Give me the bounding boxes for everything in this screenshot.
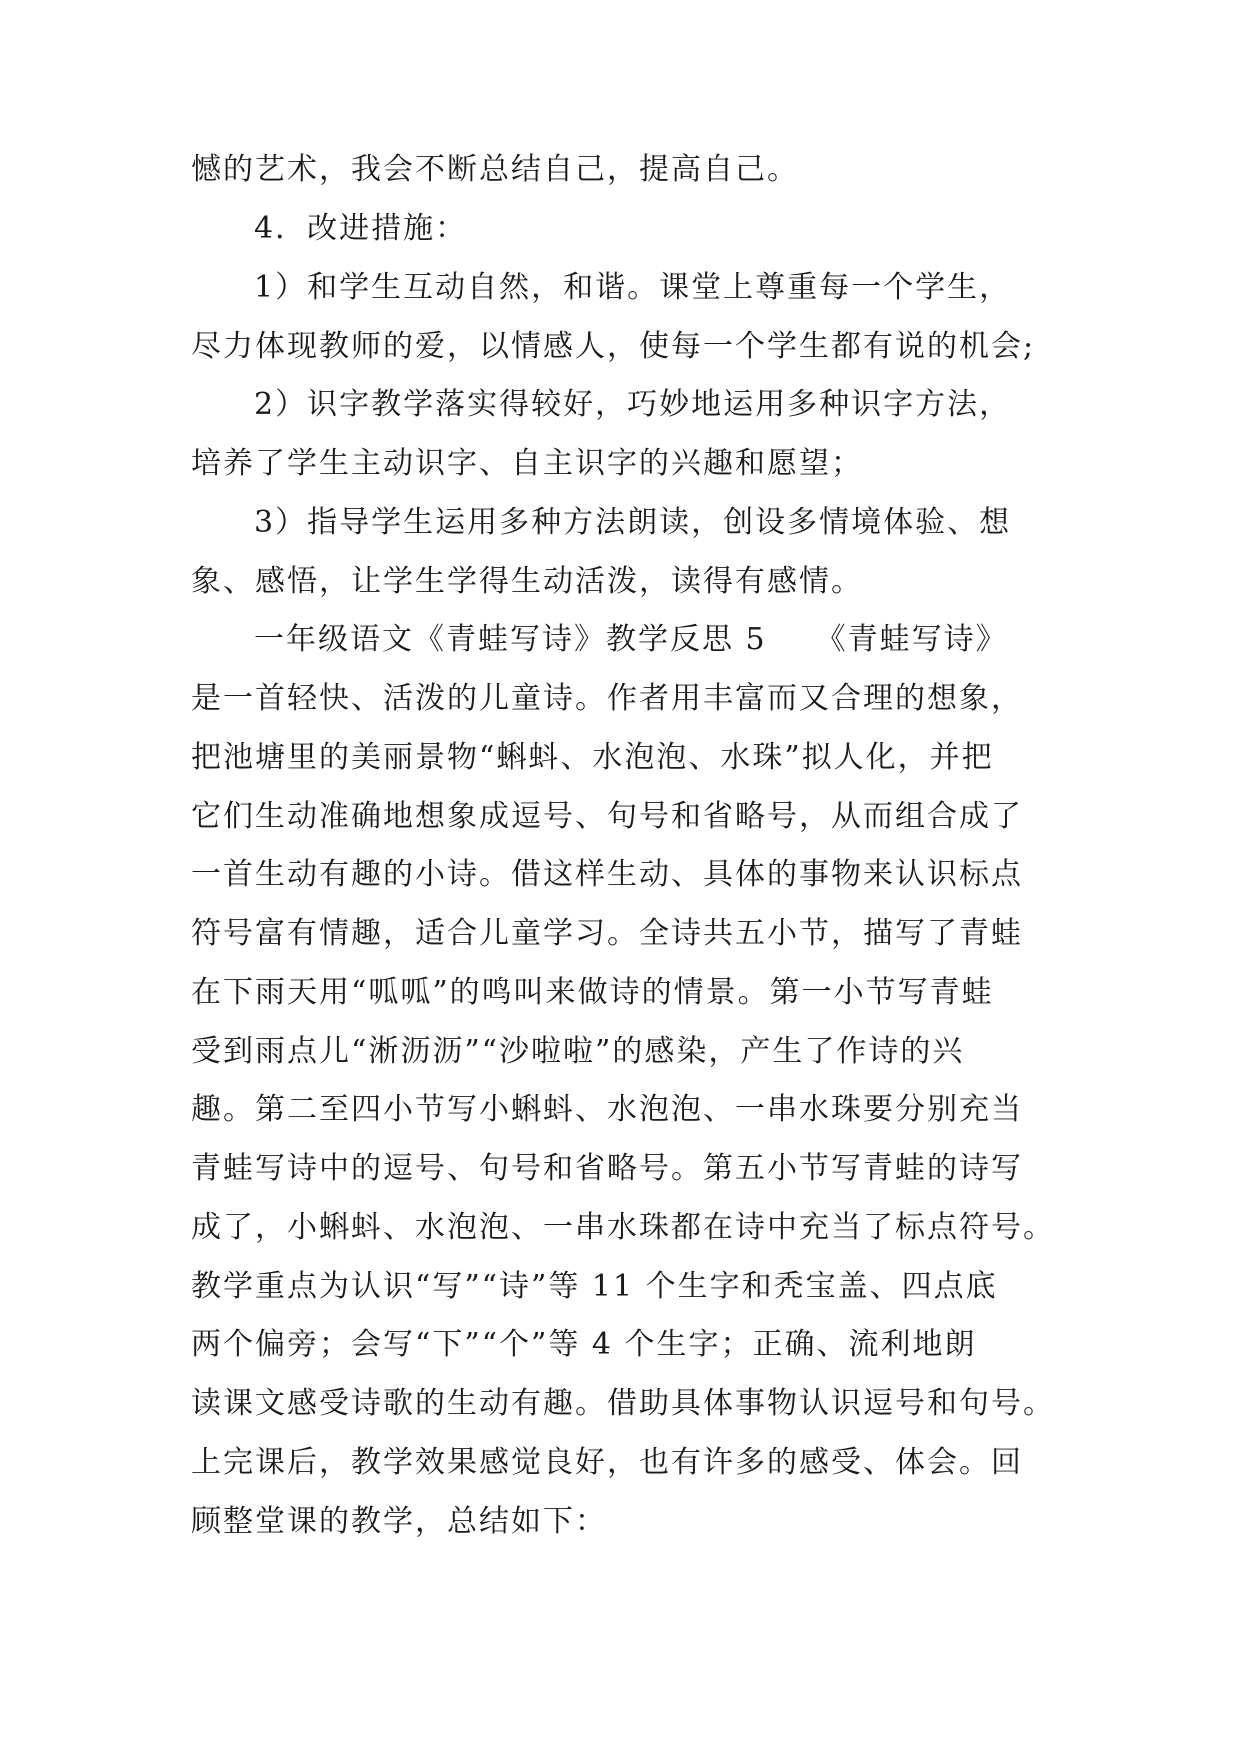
text-line: 上完课后，教学效果感觉良好，也有许多的感受、体会。回	[191, 1445, 1023, 1480]
text-line: 尽力体现教师的爱，以情感人，使每一个学生都有说的机会;	[191, 329, 1036, 364]
text-line: 憾的艺术，我会不断总结自己，提高自己。	[191, 152, 799, 187]
text-line: 两个偏旁；会写“下”“个”等 4 个生字；正确、流利地朗	[191, 1327, 977, 1362]
list-item: 1）和学生互动自然，和谐。课堂上尊重每一个学生，	[254, 270, 1012, 305]
text-line: 读课文感受诗歌的生动有趣。借助具体事物认识逗号和句号。	[191, 1386, 1055, 1421]
text-line: 受到雨点儿“淅沥沥”“沙啦啦”的感染，产生了作诗的兴	[191, 1034, 965, 1069]
text-line: 把池塘里的美丽景物“蝌蚪、水泡泡、水珠”拟人化，并把	[191, 740, 994, 775]
list-item: 2）识字教学落实得较好，巧妙地运用多种识字方法，	[254, 387, 1012, 422]
text-line: 顾整堂课的教学，总结如下：	[191, 1504, 607, 1539]
text-line: 成了，小蝌蚪、水泡泡、一串水珠都在诗中充当了标点符号。	[191, 1210, 1055, 1245]
text-line: 青蛙写诗中的逗号、句号和省略号。第五小节写青蛙的诗写	[191, 1151, 1023, 1186]
text-line: 培养了学生主动识字、自主识字的兴趣和愿望；	[191, 446, 863, 481]
text-line: 一首生动有趣的小诗。借这样生动、具体的事物来认识标点	[191, 857, 1023, 892]
text-line: 在下雨天用“呱呱”的鸣叫来做诗的情景。第一小节写青蛙	[191, 975, 994, 1010]
text-line: 符号富有情趣，适合儿童学习。全诗共五小节，描写了青蛙	[191, 916, 1023, 951]
text-line: 趣。第二至四小节写小蝌蚪、水泡泡、一串水珠要分别充当	[191, 1092, 1023, 1127]
text-line: 象、感悟，让学生学得生动活泼，读得有感情。	[191, 564, 863, 599]
section-heading: 4．改进措施：	[254, 211, 468, 246]
list-item: 3）指导学生运用多种方法朗读，创设多情境体验、想	[254, 505, 1012, 540]
text-line: 是一首轻快、活泼的儿童诗。作者用丰富而又合理的想象，	[191, 681, 1023, 716]
section-title: 一年级语文《青蛙写诗》教学反思 5 《青蛙写诗》	[254, 622, 1008, 657]
text-line: 它们生动准确地想象成逗号、句号和省略号，从而组合成了	[191, 799, 1023, 834]
text-line: 教学重点为认识“写”“诗”等 11 个生字和秃宝盖、四点底	[191, 1269, 998, 1304]
